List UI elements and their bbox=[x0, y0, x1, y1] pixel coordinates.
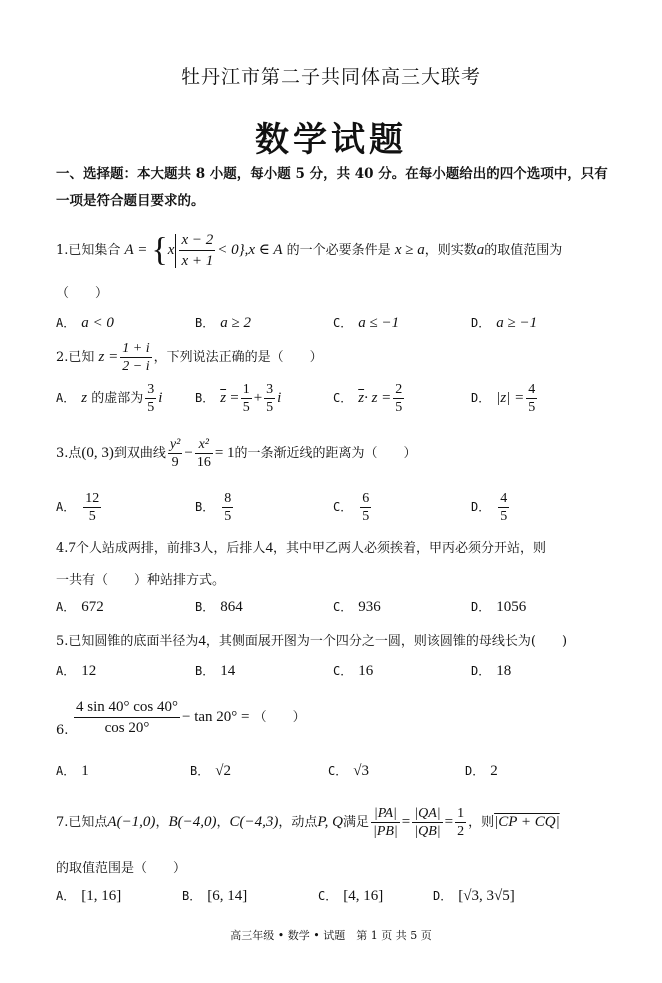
q2-b-zbar: $\overline{z}$ bbox=[220, 390, 227, 406]
q7-eq1: = bbox=[401, 814, 411, 830]
q4-n3: 3 bbox=[192, 540, 201, 556]
q7-frac2 bbox=[412, 805, 442, 840]
option-value: a < 0 bbox=[81, 315, 114, 331]
frac-num: |PA| bbox=[371, 805, 400, 823]
q2-option-d bbox=[471, 381, 539, 416]
frac-num: 4 bbox=[528, 382, 536, 397]
q7-vector-expr: |CP + CQ| bbox=[494, 814, 560, 830]
option-label: A． bbox=[56, 664, 76, 678]
frac-num: 3 bbox=[147, 382, 155, 397]
q7-point-a: A(−1,0) bbox=[107, 814, 156, 830]
q7-frac1 bbox=[371, 805, 400, 840]
page-footer: 高三年级 • 数学 • 试题 第 1 页 共 5 页 bbox=[230, 929, 432, 942]
q2-c-expr: · z = bbox=[364, 390, 392, 406]
option-label: B． bbox=[195, 391, 215, 405]
option-value: 18 bbox=[496, 663, 512, 679]
q1-paren: （ ） bbox=[56, 286, 109, 301]
frac-den: |PB| bbox=[372, 824, 398, 839]
q1-option-b bbox=[195, 314, 251, 332]
q7-cond: 满足 bbox=[342, 815, 369, 830]
option-label: A． bbox=[56, 600, 76, 614]
q3-option-d bbox=[471, 490, 511, 525]
option-label: D． bbox=[433, 889, 453, 903]
frac-den: 5 bbox=[266, 400, 274, 415]
frac-den: cos 20° bbox=[104, 720, 150, 736]
option-value: a ≥ −1 bbox=[496, 315, 538, 331]
frac-den: 9 bbox=[171, 455, 179, 470]
question-6-expr bbox=[72, 697, 306, 738]
q3-suffix: 的一条渐近线的距离为（ ） bbox=[234, 446, 417, 461]
q4-num: 4. bbox=[56, 541, 69, 556]
q1-option-c bbox=[333, 314, 399, 332]
q4-option-d bbox=[471, 598, 526, 616]
option-label: C． bbox=[333, 391, 353, 405]
option-value: 672 bbox=[81, 599, 104, 615]
q2-a-z: z bbox=[81, 390, 88, 406]
frac-den: 5 bbox=[395, 400, 403, 415]
q3-option-a bbox=[56, 490, 103, 525]
q3-minus: − bbox=[184, 445, 193, 461]
option-label: C． bbox=[333, 316, 353, 330]
q1-text-end: ，则实数 bbox=[424, 243, 477, 258]
q1-frac-num: x − 2 bbox=[179, 230, 215, 251]
option-label: D． bbox=[465, 764, 485, 778]
option-value: 936 bbox=[358, 599, 381, 615]
frac-num: 8 bbox=[224, 491, 232, 506]
q5-option-a bbox=[56, 662, 96, 680]
option-value: √3 bbox=[353, 763, 369, 779]
q2-b-plus: + bbox=[253, 390, 263, 406]
q1-after: < 0},x ∈ A bbox=[217, 242, 283, 258]
frac-num: |QA| bbox=[414, 806, 441, 821]
option-label: D． bbox=[471, 500, 491, 514]
option-value: [√3, 3√5] bbox=[458, 888, 515, 904]
frac-num: 1 bbox=[242, 382, 250, 397]
q2-c-zbar: $\overline{z}$ bbox=[358, 390, 365, 406]
q4-line2: 一共有（ ）种站排方式。 bbox=[56, 573, 226, 588]
q7-pq: P, Q bbox=[317, 814, 343, 830]
q3-point: (0, 3) bbox=[81, 445, 114, 461]
q2-option-c bbox=[333, 381, 406, 416]
q4-n4: 4 bbox=[265, 540, 273, 556]
q6-tail: − tan 20° = bbox=[182, 709, 250, 725]
q3-mid: 到双曲线 bbox=[113, 446, 166, 461]
q4-t2: 人，后排人 bbox=[200, 541, 266, 556]
option-value: 864 bbox=[220, 599, 243, 615]
frac-num: 12 bbox=[85, 491, 100, 506]
option-value: 1056 bbox=[496, 599, 527, 615]
question-5 bbox=[56, 630, 567, 650]
q4-t3: ，其中甲乙两人必须挨着，甲丙必须分开站，则 bbox=[272, 541, 546, 556]
q5-option-b bbox=[195, 662, 235, 680]
frac-num: 2 bbox=[395, 382, 403, 397]
frac-den: |QB| bbox=[414, 824, 441, 839]
option-label: D． bbox=[471, 664, 491, 678]
option-frac bbox=[498, 490, 509, 525]
q5-n4: 4 bbox=[198, 633, 206, 649]
option-value: a ≤ −1 bbox=[358, 315, 400, 331]
q7-sep2: ， bbox=[216, 815, 230, 830]
option-label: A． bbox=[56, 889, 76, 903]
q7-eq2: = bbox=[444, 814, 454, 830]
q1-fraction bbox=[179, 230, 215, 271]
frac-den: 5 bbox=[528, 400, 536, 415]
option-value: [4, 16] bbox=[343, 888, 384, 904]
q6-option-b bbox=[190, 762, 231, 780]
option-frac bbox=[360, 490, 371, 525]
option-value: [1, 16] bbox=[81, 888, 122, 904]
q2-z-eq: z = bbox=[98, 349, 119, 365]
option-label: C． bbox=[318, 889, 338, 903]
q5-option-c bbox=[333, 662, 373, 680]
q2-frac-den: 2 − i bbox=[122, 359, 150, 374]
frac-num: 4 bbox=[500, 491, 508, 506]
option-label: A． bbox=[56, 500, 76, 514]
q2-d-expr: |z| = bbox=[496, 390, 525, 406]
q7-frac3 bbox=[455, 805, 466, 840]
q3-option-b bbox=[195, 490, 235, 525]
q2-c-frac bbox=[393, 381, 404, 416]
q4-option-a bbox=[56, 598, 104, 616]
frac-num: 4 sin 40° cos 40° bbox=[74, 697, 180, 718]
frac-den: 5 bbox=[224, 509, 232, 524]
q6-paren: （ ） bbox=[253, 710, 306, 725]
q6-fraction bbox=[74, 697, 180, 738]
option-frac bbox=[83, 490, 101, 525]
q2-b-i: i bbox=[277, 390, 282, 406]
frac-den: 16 bbox=[196, 455, 211, 470]
q1-frac-den: x + 1 bbox=[181, 253, 214, 269]
q2-a-text: 的虚部为 bbox=[91, 391, 144, 406]
q5-text2: ，其侧面展开图为一个四分之一圆，则该圆锥的母线长为( ) bbox=[205, 634, 568, 649]
option-label: C． bbox=[328, 764, 348, 778]
option-label: B． bbox=[195, 500, 215, 514]
frac-den: 5 bbox=[242, 400, 250, 415]
q1-condition: x ≥ a bbox=[394, 242, 425, 258]
frac-den: 5 bbox=[147, 400, 155, 415]
frac-den: 5 bbox=[500, 509, 508, 524]
option-label: A． bbox=[56, 764, 76, 778]
question-4 bbox=[56, 537, 546, 557]
q7-option-b bbox=[182, 887, 247, 905]
q7-point-c: C(−4,3) bbox=[229, 814, 279, 830]
q1-text-mid: 的一个必要条件是 bbox=[286, 243, 391, 258]
option-value: 1 bbox=[81, 763, 89, 779]
option-label: A． bbox=[56, 316, 76, 330]
q2-a-frac bbox=[145, 381, 156, 416]
frac-num: 6 bbox=[362, 491, 370, 506]
option-value: [6, 14] bbox=[207, 888, 248, 904]
q4-n7: 7 bbox=[68, 540, 76, 556]
page-title: 数学试题 bbox=[255, 120, 407, 160]
q7-prefix: 7.已知点 bbox=[56, 815, 108, 830]
q7-then: ，则 bbox=[468, 815, 495, 830]
q1-option-a bbox=[56, 314, 114, 332]
option-label: B． bbox=[195, 600, 215, 614]
frac-num: 1 bbox=[457, 806, 465, 821]
q3-frac2 bbox=[195, 436, 213, 471]
q4-option-b bbox=[195, 598, 243, 616]
option-value: 2 bbox=[490, 763, 498, 779]
option-label: C． bbox=[333, 600, 353, 614]
q5-option-d bbox=[471, 662, 511, 680]
q4-t1: 个人站成两排，前排 bbox=[75, 541, 193, 556]
q7-point-b: B(−4,0) bbox=[168, 814, 217, 830]
q3-eq: = 1 bbox=[214, 445, 235, 461]
q7-option-d bbox=[433, 887, 515, 905]
q6-number: 6. bbox=[56, 723, 69, 738]
option-label: A． bbox=[56, 391, 76, 405]
q7-option-a bbox=[56, 887, 121, 905]
q2-a-i: i bbox=[158, 390, 163, 406]
q2-b-frac2 bbox=[264, 381, 275, 416]
q5-text1: 5.已知圆锥的底面半径为 bbox=[56, 634, 199, 649]
q2-frac-num: 1 + i bbox=[122, 341, 150, 356]
q7-line2: 的取值范围是（ ） bbox=[56, 861, 187, 876]
frac-den: 5 bbox=[88, 509, 96, 524]
q2-prefix: 2.已知 bbox=[56, 350, 95, 365]
option-label: B． bbox=[182, 889, 202, 903]
q7-sep1: ， bbox=[155, 815, 169, 830]
option-label: C． bbox=[333, 664, 353, 678]
q3-option-c bbox=[333, 490, 373, 525]
q6-option-d bbox=[465, 762, 498, 780]
q1-set-lhs: A = bbox=[124, 242, 148, 258]
q3-prefix: 3.点 bbox=[56, 446, 82, 461]
frac-num: x² bbox=[195, 436, 213, 454]
question-2 bbox=[56, 340, 323, 375]
q3-frac1 bbox=[168, 436, 182, 471]
q2-fraction bbox=[120, 340, 151, 375]
option-label: B． bbox=[190, 764, 210, 778]
frac-num: 3 bbox=[266, 382, 274, 397]
option-value: 14 bbox=[220, 663, 236, 679]
q7-mid: ，动点 bbox=[278, 815, 318, 830]
q1-var: a bbox=[476, 242, 485, 258]
option-value: a ≥ 2 bbox=[220, 315, 251, 331]
q2-d-frac bbox=[526, 381, 537, 416]
q4-option-c bbox=[333, 598, 381, 616]
option-value: 16 bbox=[358, 663, 374, 679]
frac-den: 5 bbox=[362, 509, 370, 524]
option-label: B． bbox=[195, 664, 215, 678]
q2-option-a bbox=[56, 381, 162, 416]
q1-prefix: 1.已知集合 bbox=[56, 243, 121, 258]
q7-option-c bbox=[318, 887, 383, 905]
option-label: B． bbox=[195, 316, 215, 330]
option-label: D． bbox=[471, 316, 491, 330]
frac-den: 2 bbox=[457, 824, 465, 839]
option-label: D． bbox=[471, 391, 491, 405]
q1-text-end2: 的取值范围为 bbox=[484, 243, 563, 258]
question-3 bbox=[56, 436, 417, 471]
section-heading: 一、选择题：本大题共 8 小题，每小题 5 分，共 40 分。在每小题给出的四个选项中，只有一项是符合题目要求的。 bbox=[56, 166, 608, 209]
option-value: √2 bbox=[215, 763, 231, 779]
question-1: 1.已知集合 A = {x $\frac{x - 2}{x + 1}$ < 0},x ∈ A 的一个必要条件是 x ≥ a，则实数a的取值范围为 bbox=[56, 231, 563, 269]
frac-num: y² bbox=[169, 437, 181, 452]
q2-suffix: ，下列说法正确的是（ ） bbox=[153, 350, 323, 365]
option-value: 12 bbox=[81, 663, 97, 679]
q2-b-eq: = bbox=[230, 390, 239, 406]
option-label: D． bbox=[471, 600, 491, 614]
exam-header: 牡丹江市第二子共同体高三大联考 bbox=[180, 66, 481, 88]
question-7 bbox=[56, 805, 560, 840]
q2-option-b bbox=[195, 381, 281, 416]
option-frac bbox=[222, 490, 233, 525]
q6-option-a bbox=[56, 762, 89, 780]
q2-b-frac1 bbox=[241, 381, 252, 416]
q1-option-d bbox=[471, 314, 537, 332]
option-label: C． bbox=[333, 500, 353, 514]
q6-option-c bbox=[328, 762, 369, 780]
